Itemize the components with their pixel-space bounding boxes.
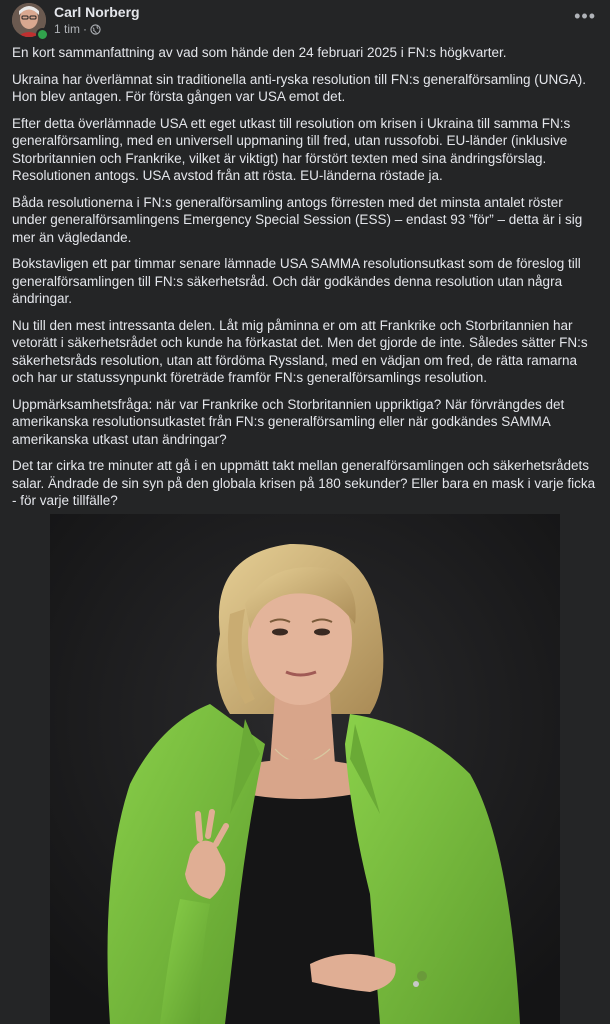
- post-photo-container: [0, 514, 610, 1024]
- post-meta: [54, 22, 101, 36]
- online-status-dot: [36, 28, 49, 41]
- meta-separator: ·: [83, 22, 88, 36]
- post-text: [0, 44, 610, 510]
- post-paragraph: Uppmärksamhetsfråga: när var Frankrike och Storbritannien uppriktiga? När förvrängdes det amerikanska resolutionsutkastet från FN:s generalförsamling eller när godkändes SAMMA amerikanska utkast utan ändringar?: [12, 396, 565, 447]
- post-paragraph: Båda resolutionerna i FN:s generalförsamling antogs förresten med det minsta antalet röster under generalförsamlingens Emergency Special Session (ESS) – endast 93 ”för” – detta är i sig mer än vägledande.: [12, 194, 583, 245]
- post-paragraph: Bokstavligen ett par timmar senare lämnade USA SAMMA resolutionsutkast som de föreslog till generalförsamlingen till FN:s säkerhetsråd. Och där godkändes denna resolution utan några ändringar.: [12, 256, 581, 306]
- post-photo[interactable]: [50, 514, 560, 1024]
- post-time[interactable]: 1 tim: [54, 22, 81, 36]
- post-paragraph: Det tar cirka tre minuter att gå i en uppmätt takt mellan generalförsamlingen och säkerhetsrådets salar. Ändrade de sin syn på den globala krisen på 180 sekunder? Eller bara en mask i varje ficka - för varje tillfälle?: [12, 458, 596, 508]
- author-name[interactable]: Carl Norberg: [54, 4, 140, 20]
- post-paragraph: En kort sammanfattning av vad som hände den 24 februari 2025 i FN:s högkvarter.: [12, 45, 507, 60]
- globe-icon: [90, 24, 101, 35]
- post-paragraph: Efter detta överlämnade USA ett eget utkast till resolution om krisen i Ukraina till samma FN:s generalförsamling, med en universell uppmaning till fred, utan russofobi. EU-länder (inklusive Storbritannien och Frankrike, vilket är viktigt) har förstört texten med sina ändringsförslag. Resolutionen antogs. USA avstod från att rösta. EU-länderna röstade ja.: [12, 115, 571, 183]
- post-paragraph: Nu till den mest intressanta delen. Låt mig påminna er om att Frankrike och Storbritannien har vetorätt i säkerhetsrådet och kunde ha förkastat det. Men det gjorde de inte. Således sätter FN:s säkerhetsråds resolution, utan att fördöma Ryssland, med en vädjan om fred, de rätta ramarna och har ur statussynpunkt företräde framför FN:s generalförsamlings resolution.: [12, 317, 588, 385]
- post-paragraph: Ukraina har överlämnat sin traditionella anti-ryska resolution till FN:s generalförsamling (UNGA). Hon blev antagen. För första gången var USA emot det.: [12, 71, 586, 104]
- more-options-button[interactable]: •••: [574, 6, 596, 26]
- post-header: [0, 0, 610, 44]
